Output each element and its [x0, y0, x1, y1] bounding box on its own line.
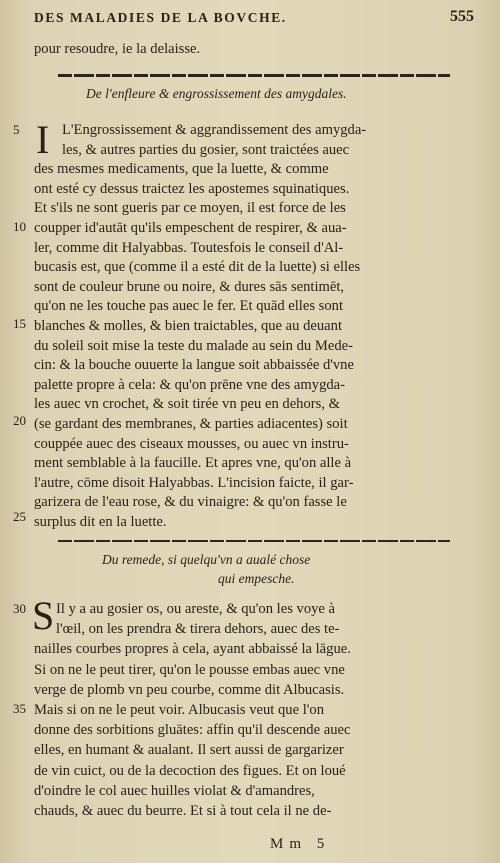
- text-line: ment semblable à la faucille. Et apres vne, qu'on alle à: [34, 455, 352, 472]
- ornamental-rule-middle: [58, 540, 450, 542]
- line-number: 20: [13, 413, 26, 428]
- text-line: les, & autres parties du gosier, sont traictées auec: [62, 141, 350, 158]
- ornamental-rule-top: [58, 74, 450, 77]
- text-line: (se gardant des membranes, & parties adiacentes) soit: [34, 416, 348, 432]
- section-title-remede-line2: qui empesche.: [218, 571, 295, 586]
- line-number: 30: [13, 601, 26, 616]
- text-line: verge de plomb vn peu courbe, comme dit Albucasis.: [34, 681, 345, 698]
- text-line: d'oindre le col auec huilles violat & d'amandres,: [34, 782, 315, 799]
- continuation-line: pour resoudre, ie la delaisse.: [34, 41, 201, 57]
- text-line: bucasis est, que (comme il a esté dit de la luette) si elles: [34, 259, 361, 276]
- text-line: Mais si on ne le peut voir. Albucasis veut que l'on: [34, 702, 325, 718]
- section-title-remede-line1: Du remede, si quelqu'vn a aualé chose: [102, 552, 311, 567]
- line-number: 5: [13, 122, 20, 137]
- text-line: sont de couleur brune ou noire, & dures sās sentimēt,: [34, 278, 345, 295]
- text-line: Il y a au gosier os, ou areste, & qu'on les voye à: [56, 601, 336, 617]
- text-line: garizera de l'eau rose, & du vinaigre: & qu'on fasse le: [34, 494, 347, 511]
- text-line: de vin cuict, ou de la decoction des figues. Et on loué: [34, 762, 346, 779]
- text-line: Si on ne le peut tirer, qu'on le pousse embas auec vne: [34, 661, 345, 678]
- text-line: du soleil soit mise la teste du malade au sein du Mede-: [34, 337, 353, 354]
- text-line: chauds, & auec du beurre. Et si à tout cela il ne de-: [34, 803, 332, 819]
- text-line: l'autre, cōme disoit Halyabbas. L'incision faicte, il gar-: [34, 474, 354, 491]
- line-number: 10: [13, 219, 26, 234]
- text-line: couppée auec des ciseaux mousses, ou auec vn instru-: [34, 435, 349, 452]
- text-line: l'œil, on les prendra & tirera dehors, auec des te-: [56, 621, 340, 638]
- text-line: palette propre à cela: & qu'on prēne vne des amygda-: [34, 376, 345, 393]
- text-line: cin: & la bouche ouuerte la langue soit abbaissée d'vne: [34, 357, 354, 374]
- text-line: donne des sorbitions gluātes: affin qu'il descende auec: [34, 722, 351, 739]
- text-line: coupper id'autāt qu'ils empeschent de respirer, & aua-: [34, 220, 347, 236]
- text-line: L'Engrossissement & aggrandissement des amygda-: [62, 122, 367, 138]
- line-number: 35: [13, 701, 26, 716]
- text-line: Et s'ils ne sont gueris par ce moyen, il est force de les: [34, 200, 346, 217]
- text-line: surplus dit en la luette.: [34, 514, 167, 530]
- section-title-amygdales: De l'enfleure & engrossissement des amygdales.: [86, 86, 347, 101]
- running-head: DES MALADIES DE LA BOVCHE.: [34, 10, 287, 25]
- line-number: 15: [13, 316, 26, 331]
- text-line: ont esté cy dessus traictez les apostemes squinatiques.: [34, 180, 350, 197]
- page-number: 555: [450, 8, 474, 25]
- dropcap-i: I: [36, 117, 50, 162]
- text-line: les auec vn crochet, & soit tirée vn peu en dehors, &: [34, 396, 340, 413]
- dropcap-s: S: [32, 593, 55, 638]
- text-line: qu'on ne les touche pas auec le fer. Et quād elles sont: [34, 298, 343, 315]
- signature-mark: Mm 5: [270, 836, 331, 852]
- text-line: blanches & molles, & bien traictables, que au deuant: [34, 318, 342, 334]
- line-number: 25: [13, 509, 26, 524]
- text-line: des mesmes medicaments, que la luette, & comme: [34, 161, 329, 178]
- text-line: elles, en humant & aualant. Il sert aussi de gargarizer: [34, 742, 344, 759]
- page-header: [34, 6, 474, 32]
- text-line: ler, comme dit Halyabbas. Toutesfois le conseil d'Al-: [34, 239, 344, 256]
- text-line: nailles courbes propres à cela, ayant abbaissé la lāgue.: [34, 641, 351, 658]
